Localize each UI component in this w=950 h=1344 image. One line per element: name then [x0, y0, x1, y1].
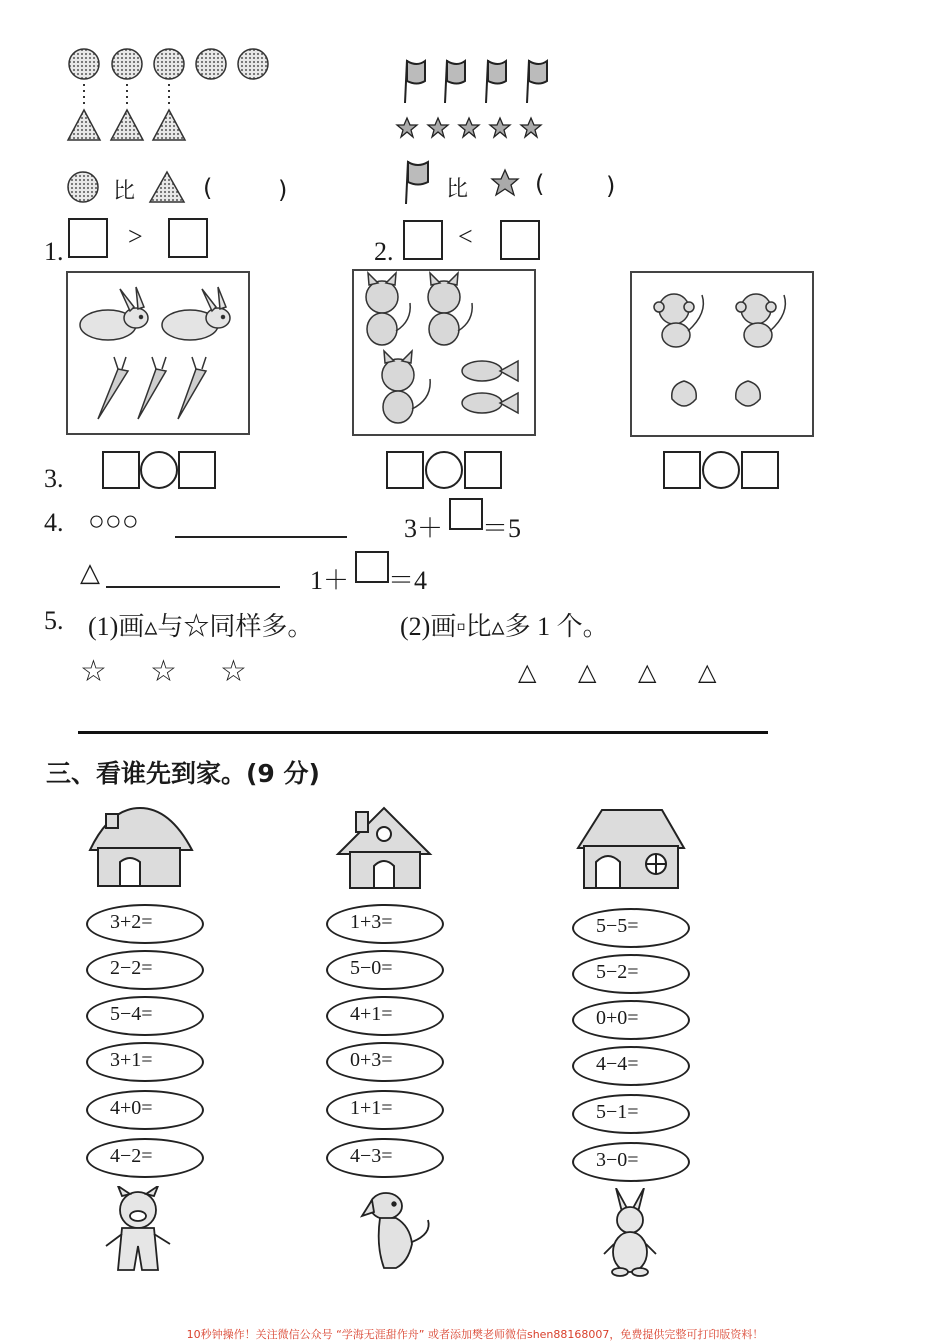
cat-icon	[428, 273, 472, 345]
equation-oval[interactable]	[572, 1094, 690, 1134]
equation-text: 4−2=	[110, 1145, 153, 1167]
answer-line[interactable]	[175, 536, 347, 538]
equation-text: 5−4=	[110, 1003, 153, 1025]
answer-box[interactable]	[741, 451, 779, 489]
star-compare-icon	[490, 168, 520, 198]
star-icon	[428, 118, 448, 137]
flags-stars-figure	[395, 55, 565, 145]
monkey-icon	[736, 294, 785, 347]
answer-box[interactable]	[68, 218, 108, 258]
q4-triangle: △	[80, 558, 100, 587]
paren-close-2: )	[606, 172, 616, 200]
equation-oval[interactable]	[326, 996, 444, 1036]
house-icon	[332, 798, 436, 894]
q2-number: 2.	[374, 237, 394, 266]
equation-text: 5−1=	[596, 1101, 639, 1123]
q5-number: 5.	[44, 606, 64, 635]
paren-close-1: )	[278, 176, 288, 204]
monkeys-peaches-illustration	[632, 273, 812, 435]
compare-word-2: 比	[446, 176, 469, 201]
answer-circle[interactable]	[140, 451, 178, 489]
rabbits-carrots-illustration	[68, 273, 248, 433]
equation-oval[interactable]	[572, 1046, 690, 1086]
house-icon	[80, 800, 200, 892]
equation-oval[interactable]	[326, 950, 444, 990]
star-icon	[521, 118, 541, 137]
dotted-circle-icon	[238, 49, 268, 79]
star-icon	[397, 118, 417, 137]
paren-open-2: (	[535, 170, 545, 198]
equation-oval[interactable]	[86, 1138, 204, 1178]
picture-frame-rabbits	[66, 271, 250, 435]
equation-text: 5−2=	[596, 961, 639, 983]
answer-box[interactable]	[355, 551, 389, 583]
answer-circle[interactable]	[425, 451, 463, 489]
equation-text: 1+3=	[350, 911, 393, 933]
compare-word-1: 比	[113, 178, 136, 203]
pig-icon	[100, 1186, 176, 1278]
star-icon	[490, 118, 510, 137]
equation-text: 4+0=	[110, 1097, 153, 1119]
q1-sign: >	[128, 222, 143, 251]
peach-icon	[672, 381, 697, 406]
star-outline-icon: ☆	[80, 655, 107, 688]
q4-circles: ○○○	[88, 506, 139, 537]
answer-box[interactable]	[403, 220, 443, 260]
section-title: 三、看谁先到家。(9 分)	[46, 759, 320, 788]
q5-part2: (2)画▫比▵多 1 个。	[400, 612, 609, 641]
monkey-icon	[654, 294, 703, 347]
answer-box[interactable]	[102, 451, 140, 489]
equation-text: 1+1=	[350, 1097, 393, 1119]
equation-oval[interactable]	[572, 1000, 690, 1040]
equation-text: 5−5=	[596, 915, 639, 937]
equation-oval[interactable]	[86, 1042, 204, 1082]
dotted-circle-icon	[196, 49, 226, 79]
q4-number: 4.	[44, 508, 64, 537]
rabbit-icon	[162, 287, 230, 340]
fish-icon	[462, 393, 518, 413]
house-icon	[572, 804, 690, 892]
equation-oval[interactable]	[572, 908, 690, 948]
equation-text: 0+0=	[596, 1007, 639, 1029]
equation-text: 0+3=	[350, 1049, 393, 1071]
carrot-icon	[178, 369, 206, 419]
equation-text: 2−2=	[110, 957, 153, 979]
answer-box[interactable]	[386, 451, 424, 489]
rabbit-icon	[80, 287, 148, 340]
q1-number: 1.	[44, 237, 64, 266]
q4-eq1-right: ＝5	[482, 514, 522, 543]
answer-box[interactable]	[449, 498, 483, 530]
triangle-outline-icon: △	[698, 660, 717, 686]
q4-eq1-left: 3＋	[404, 514, 444, 543]
rabbit-icon	[598, 1188, 664, 1278]
circles-triangles-figure	[60, 40, 290, 150]
dotted-triangle-icon	[111, 110, 143, 140]
equation-text: 3+2=	[110, 911, 153, 933]
equation-text: 4−4=	[596, 1053, 639, 1075]
equation-oval[interactable]	[86, 950, 204, 990]
equation-oval[interactable]	[86, 904, 204, 944]
dotted-circle-icon	[112, 49, 142, 79]
equation-oval[interactable]	[326, 1138, 444, 1178]
dog-icon	[356, 1186, 436, 1278]
answer-box[interactable]	[464, 451, 502, 489]
triangle-outline-icon: △	[578, 660, 597, 686]
dotted-circle-icon	[154, 49, 184, 79]
triangle-outline-icon: △	[638, 660, 657, 686]
footer-note: 10秒钟操作！关注微信公众号 “学海无涯甜作舟” 或者添加樊老师微信shen88168007，免费提供完整可打印版资料！	[186, 1328, 764, 1341]
picture-frame-monkeys	[630, 271, 814, 437]
q2-sign: <	[458, 222, 473, 251]
triangle-compare-icon	[147, 170, 187, 204]
q4-eq2-left: 1＋	[310, 566, 350, 595]
equation-oval[interactable]	[326, 904, 444, 944]
answer-line[interactable]	[106, 586, 280, 588]
equation-text: 5−0=	[350, 957, 393, 979]
cats-fish-illustration	[354, 271, 534, 434]
carrot-icon	[98, 369, 128, 419]
equation-text: 4−3=	[350, 1145, 393, 1167]
section-divider	[78, 731, 768, 734]
triangle-outline-icon: △	[518, 660, 537, 686]
equation-oval[interactable]	[326, 1042, 444, 1082]
cat-icon	[382, 351, 430, 423]
flag-icon	[405, 60, 425, 103]
answer-box[interactable]	[500, 220, 540, 260]
picture-frame-cats	[352, 269, 536, 436]
fish-icon	[462, 361, 518, 381]
equation-oval[interactable]	[326, 1090, 444, 1130]
peach-icon	[736, 381, 761, 406]
paren-open-1: (	[203, 174, 213, 202]
flag-icon	[445, 60, 465, 103]
q4-eq2-right: ＝4	[388, 566, 428, 595]
equation-oval[interactable]	[572, 1142, 690, 1182]
answer-circle[interactable]	[702, 451, 740, 489]
cat-icon	[366, 273, 410, 345]
carrot-icon	[138, 369, 166, 419]
dotted-triangle-icon	[68, 110, 100, 140]
flag-icon	[527, 60, 547, 103]
answer-box[interactable]	[168, 218, 208, 258]
equation-text: 3−0=	[596, 1149, 639, 1171]
flag-icon	[486, 60, 506, 103]
answer-box[interactable]	[178, 451, 216, 489]
star-icon	[459, 118, 479, 137]
q5-part1: (1)画▵与☆同样多。	[88, 612, 314, 641]
equation-text: 4+1=	[350, 1003, 393, 1025]
dotted-triangle-icon	[153, 110, 185, 140]
equation-oval[interactable]	[86, 1090, 204, 1130]
star-outline-icon: ☆	[150, 655, 177, 688]
circle-compare-icon	[66, 170, 100, 204]
flag-compare-icon	[400, 158, 436, 206]
answer-box[interactable]	[663, 451, 701, 489]
star-outline-icon: ☆	[220, 655, 247, 688]
q3-number: 3.	[44, 464, 64, 493]
dotted-circle-icon	[69, 49, 99, 79]
equation-text: 3+1=	[110, 1049, 153, 1071]
equation-oval[interactable]	[86, 996, 204, 1036]
equation-oval[interactable]	[572, 954, 690, 994]
